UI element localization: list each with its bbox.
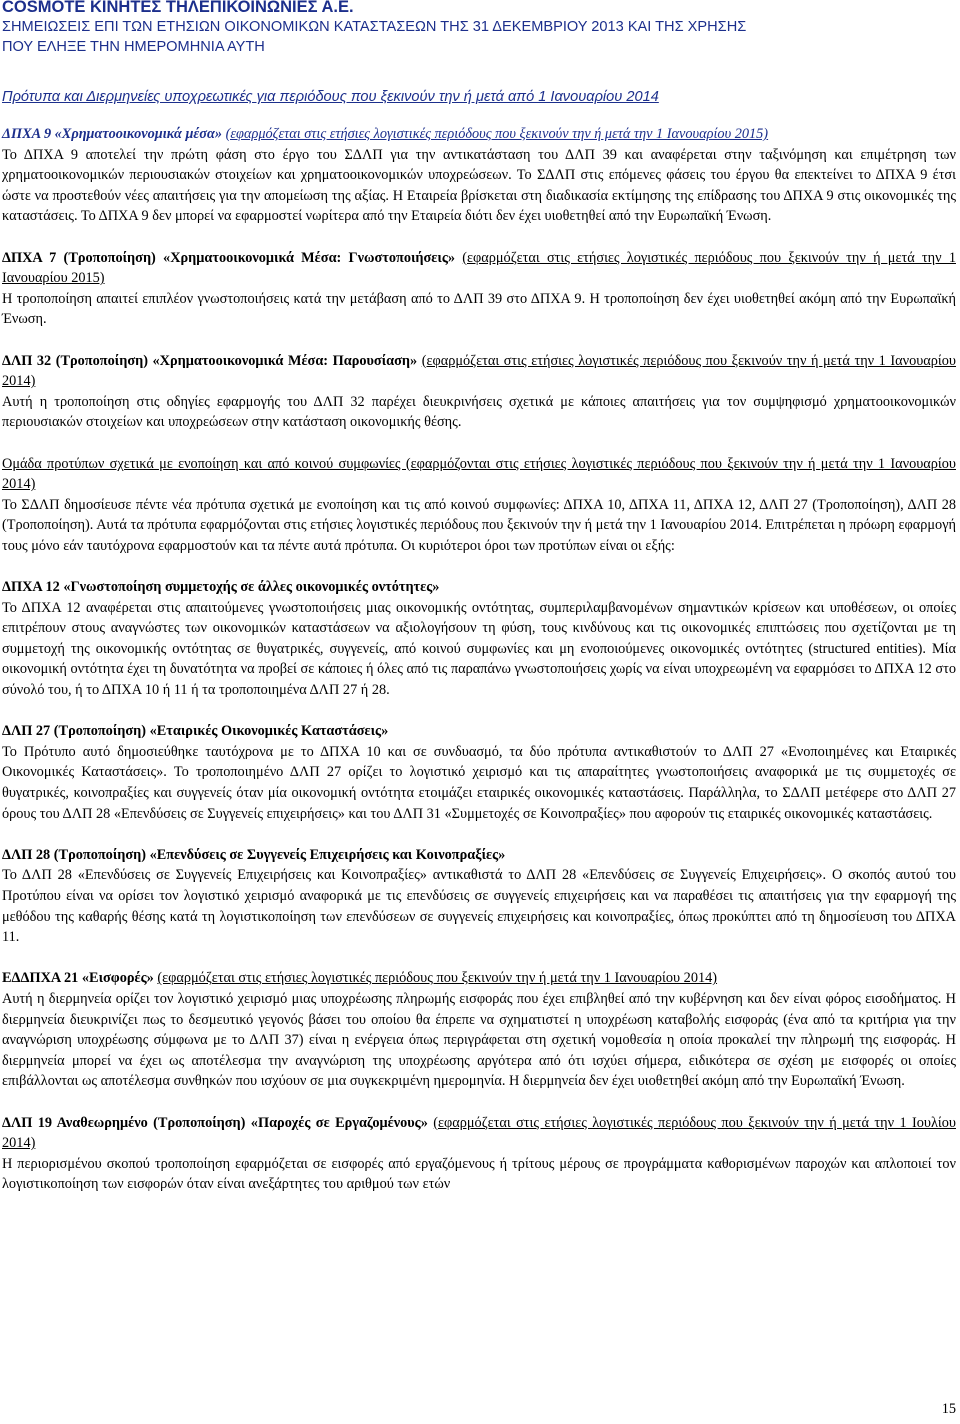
- section-title: Ομάδα προτύπων σχετικά με ενοποίηση και από κοινού συμφωνίες (εφαρμόζονται στις ετήσιες λογιστικές περιόδους που ξεκινούν την ή μετά την 1 Ιανουαρίου 2014): [2, 455, 956, 493]
- document-header: [2, 0, 956, 107]
- section-note: (εφαρμόζεται στις ετήσιες λογιστικές περιόδους που ξεκινούν την ή μετά την 1 Ιανουαρίου 2014): [2, 352, 957, 390]
- section-body: Το Πρότυπο αυτό δημοσιεύθηκε ταυτόχρονα με το ΔΠΧΑ 10 και σε συνδυασμό, τα δύο πρότυπα αντικαθιστούν το ΔΛΠ 27 «Ενοποιημένες και Εταιρικές Οικονομικές Καταστάσεις». Το τροποποιημένο ΔΛΠ 27 ορίζει το λογιστικό χειρισμό και τις απαραίτητες γνωστοποιήσεις αναφορικά με τις συμμετοχές σε θυγατρικές, κοινοπραξίες και συγγενείς όταν μία οικονομική οντότητα ετοιμάζει εταιρικές οικονομικές καταστάσεις. Παράλληλα, το ΣΔΛΠ μετέφερε στο ΔΛΠ 27 όρους του ΔΛΠ 28 «Επενδύσεις σε Συγγενείς επιχειρήσεις» και του ΔΛΠ 31 «Συμμετοχές σε Κοινοπραξίες» που αφορούν τις εταιρικές οικονομικές καταστάσεις.: [2, 743, 956, 822]
- section-title: ΔΛΠ 28 (Τροποποίηση) «Επενδύσεις σε Συγγενείς Επιχειρήσεις και Κοινοπραξίες»: [2, 846, 506, 863]
- section-body: Αυτή η τροποποίηση στις οδηγίες εφαρμογής του ΔΛΠ 32 παρέχει διευκρινήσεις σχετικά με κάποιες απαιτήσεις για τον συμψηφισμό χρηματοοικονομικών περιουσιακών στοιχείων και υποχρεώσεων στην κατάσταση οικονομικής θέσης.: [2, 393, 956, 431]
- section-ias27: [2, 721, 956, 824]
- section-ifrs12: [2, 577, 956, 701]
- page-number: 15: [941, 1401, 956, 1417]
- section-note: (εφαρμόζεται στις ετήσιες λογιστικές περιόδους που ξεκινούν την ή μετά την 1 Ιανουαρίου 2015): [2, 249, 956, 287]
- section-title: ΔΠΧΑ 7 (Τροποποίηση) «Χρηματοοικονομικά Μέσα: Γνωστοποιήσεις»: [2, 249, 456, 266]
- document-subtitle-line-1: ΣΗΜΕΙΩΣΕΙΣ ΕΠΙ ΤΩΝ ΕΤΗΣΙΩΝ ΟΙΚΟΝΟΜΙΚΩΝ ΚΑΤΑΣΤΑΣΕΩΝ ΤΗΣ 31 ΔΕΚΕΜΒΡΙΟΥ 2013 ΚΑΙ ΤΗΣ ΧΡΗΣΗΣ: [2, 19, 747, 35]
- document-body: [2, 124, 956, 1215]
- section-title-line: [2, 351, 956, 392]
- section-title-line: [2, 124, 956, 145]
- section-body: Αυτή η διερμηνεία ορίζει τον λογιστικό χειρισμό μιας υποχρέωσης πληρωμής εισφοράς που έχει επιβληθεί από την κυβέρνηση και δεν είναι φόρος εισοδήματος. Η διερμηνεία διευκρινίζει πως το δεσμευτικό γεγονός βάσει του οποίου θα έπρεπε να σχηματιστεί η υποχρέωση καταβολής εισφοράς (ένα από τα κριτήρια για την αναγνώριση υποχρέωσης σύμφωνα με το ΔΛΠ 37) είναι η ενέργεια όπως περιγράφεται στη σχετική νομοθεσία η οποία προκαλεί την πληρωμή της εισφοράς. Η διερμηνεία μπορεί να έχει ως αποτέλεσμα την αναγνώριση της υποχρέωσης αργότερα από ότι ισχύει σήμερα, ειδικότερα σε σχέση με εισφορές οι οποίες επιβάλλονται ως αποτέλεσμα συνθηκών που ισχύουν σε μια συγκεκριμένη ημερομηνία. Η διερμηνεία δεν έχει υιοθετηθεί ακόμη από την Ευρωπαϊκή Ένωση.: [2, 990, 956, 1090]
- section-title: ΔΛΠ 19 Αναθεωρημένο (Τροποποίηση) «Παροχές σε Εργαζομένους»: [2, 1114, 428, 1131]
- section-note: (εφαρμόζεται στις ετήσιες λογιστικές περιόδους που ξεκινούν την ή μετά την 1 Ιανουαρίου 2015): [225, 126, 769, 142]
- section-note: (εφαρμόζεται στις ετήσιες λογιστικές περιόδους που ξεκινούν την ή μετά την 1 Ιανουαρίου 2014): [157, 970, 718, 987]
- section-body: Η περιορισμένου σκοπού τροποποίηση εφαρμόζεται σε εισφορές από εργαζόμενους ή τρίτους μέρους σε προγράμματα καθορισμένων παροχών και απλοποιεί τον λογιστικοποίηση των εισφορών όταν είναι ανεξάρτητες του αριθμού των ετών: [2, 1155, 956, 1193]
- document-subtitle-line-2: ΠΟΥ ΕΛΗΞΕ ΤΗΝ ΗΜΕΡΟΜΗΝΙΑ ΑΥΤΗ: [2, 39, 265, 55]
- section-ifrs7: [2, 248, 956, 330]
- section-ias19: [2, 1113, 956, 1195]
- section-ifric21: [2, 968, 956, 1092]
- section-ifrs9: [2, 124, 956, 227]
- section-title: ΔΛΠ 32 (Τροποποίηση) «Χρηματοοικονομικά Μέσα: Παρουσίαση»: [2, 352, 418, 369]
- section-title: ΔΛΠ 27 (Τροποποίηση) «Εταιρικές Οικονομικές Καταστάσεις»: [2, 723, 389, 740]
- section-body: Το ΔΠΧΑ 9 αποτελεί την πρώτη φάση στο έργο του ΣΔΛΠ για την αντικατάσταση του ΔΛΠ 39 και αναφέρεται στην ταξινόμηση και επιμέτρηση των χρηματοοικονομικών περιουσιακών στοιχείων και χρηματοοικονομικών υποχρεώσεων. Το ΣΔΛΠ στις επόμενες φάσεις του έργου θα επεκτείνει το ΔΠΧΑ 9 έτσι ώστε να προστεθούν νέες απαιτήσεις για την απομείωση της αξίας. Η Εταιρεία βρίσκεται στη διαδικασία εκτίμησης της επίδρασης του ΔΠΧΑ 9 στις οικονομικές της καταστάσεις. Το ΔΠΧΑ 9 δεν μπορεί να εφαρμοστεί νωρίτερα από την Εταιρεία διότι δεν έχει υιοθετηθεί από την Ευρωπαϊκή Ένωση.: [2, 146, 956, 225]
- section-title: ΕΔΔΠΧΑ 21 «Εισφορές»: [2, 970, 154, 987]
- section-ias32: [2, 351, 956, 433]
- section-title-line: [2, 248, 956, 289]
- section-body: Το ΣΔΛΠ δημοσίευσε πέντε νέα πρότυπα σχετικά με ενοποίηση και τις από κοινού συμφωνίες: ΔΠΧΑ 10, ΔΠΧΑ 11, ΔΠΧΑ 12, ΔΛΠ 27 (Τροποποίηση), ΔΛΠ 28 (Τροποποίηση). Αυτά τα πρότυπα εφαρμόζονται στις ετήσιες λογιστικές περιόδους που ξεκινούν την ή μετά την 1 Ιανουαρίου 2014. Επιτρέπεται η πρόωρη εφαρμογή τους μόνο εάν ταυτόχρονα εφαρμοστούν και τα πέντε αυτά πρότυπα. Οι κυριότεροι όροι των προτύπων είναι οι εξής:: [2, 496, 956, 554]
- section-body: Η τροποποίηση απαιτεί επιπλέον γνωστοποιήσεις κατά την μετάβαση από το ΔΛΠ 39 στο ΔΠΧΑ 9. Η τροποποίηση δεν έχει υιοθετηθεί ακόμη από την Ευρωπαϊκή Ένωση.: [2, 290, 956, 328]
- section-body: Το ΔΠΧΑ 12 αναφέρεται στις απαιτούμενες γνωστοποιήσεις μιας οικονομικής οντότητας, συμπεριλαμβανομένων σημαντικών κρίσεων και υποθέσεων, οι οποίες επιτρέπουν στους αναγνώστες των οικονομικών καταστάσεων να αξιολογήσουν τη φύση, τους κινδύνους και τις οικονομικές επιπτώσεις που σχετίζονται με τη συμμετοχή της οικονομικής οντότητας σε θυγατρικές, συγγενείς, από κοινού συμφωνίες και μη ενοποιούμενες οικονομικές οντότητες (structured entities). Μία οικονομική οντότητα έχει τη δυνατότητα να προβεί σε κάποιες ή όλες από τις παραπάνω γνωστοποιήσεις χωρίς να είναι υποχρεωμένη να εφαρμόσει το ΔΠΧΑ 12 στο σύνολό του, ή το ΔΠΧΑ 10 ή 11 ή τα τροποποιημένα ΔΛΠ 27 ή 28.: [2, 599, 956, 699]
- section-ias28: [2, 845, 956, 948]
- section-heading: Πρότυπα και Διερμηνείες υποχρεωτικές για περιόδους που ξεκινούν την ή μετά από 1 Ιανουαρίου 2014: [2, 89, 659, 105]
- section-title: ΔΠΧΑ 12 «Γνωστοποίηση συμμετοχής σε άλλες οικονομικές οντότητες»: [2, 579, 440, 596]
- section-title: ΔΠΧΑ 9 «Χρηματοοικονομικά μέσα»: [2, 126, 223, 142]
- section-title-line: [2, 1113, 956, 1154]
- section-body: Το ΔΛΠ 28 «Επενδύσεις σε Συγγενείς Επιχειρήσεις και Κοινοπραξίες» αντικαθιστά το ΔΛΠ 28 «Επενδύσεις σε Συγγενείς Επιχειρήσεις». Ο σκοπός αυτού του Προτύπου είναι να ορίσει τον λογιστικό χειρισμό αναφορικά με τις επενδύσεις σε συγγενείς επιχειρήσεις και να παραθέσει τις απαιτήσεις για την εφαρμογή της μεθόδου της καθαρής θέσης κατά τη λογιστικοποίηση των επενδύσεων σε συγγενείς επιχειρήσεις και κοινοπραξίες, όπως προκύπτει από τη δημοσίευση του ΔΠΧΑ 11.: [2, 867, 956, 946]
- section-title-line: [2, 968, 956, 989]
- section-note: (εφαρμόζεται στις ετήσιες λογιστικές περιόδους που ξεκινούν την ή μετά την 1 Ιουλίου 2014): [2, 1114, 956, 1152]
- company-name: COSMOTE ΚΙΝΗΤΕΣ ΤΗΛΕΠΙΚΟΙΝΩΝΙΕΣ Α.Ε.: [2, 0, 354, 16]
- section-consolidation-group: [2, 454, 956, 557]
